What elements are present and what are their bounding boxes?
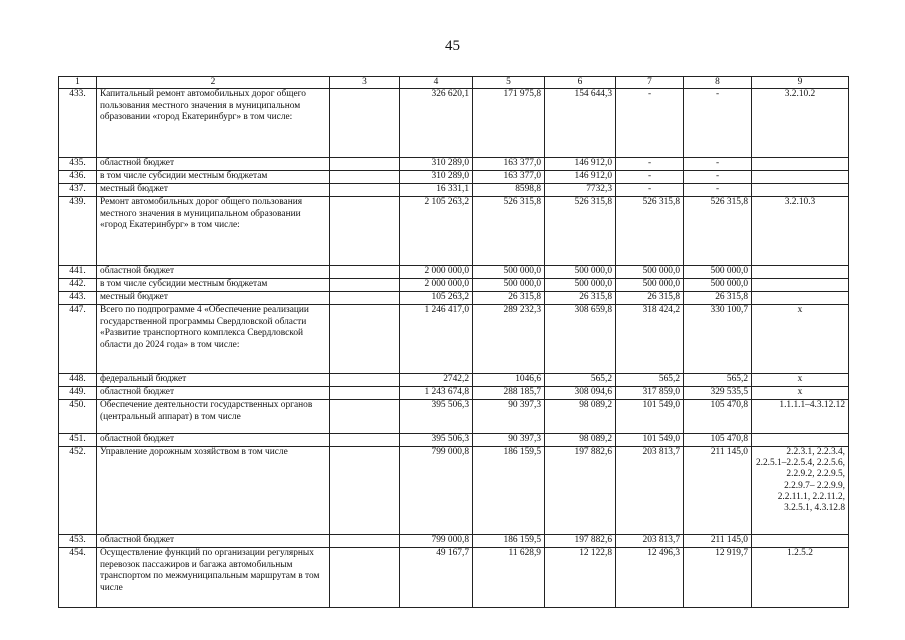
header-cell: 8 xyxy=(684,77,752,89)
row-number: 436. xyxy=(59,171,97,184)
table-row xyxy=(59,387,849,400)
cell-col3 xyxy=(330,434,400,447)
row-name: областной бюджет xyxy=(97,434,330,447)
cell-year1: 186 159,5 xyxy=(473,447,545,535)
row-name: областной бюджет xyxy=(97,387,330,400)
row-number: 452. xyxy=(59,447,97,535)
table-row xyxy=(59,184,849,197)
cell-year4: - xyxy=(684,171,752,184)
cell-total: 1 246 417,0 xyxy=(400,305,473,374)
budget-table xyxy=(58,76,849,608)
row-number: 441. xyxy=(59,266,97,279)
cell-year4: 211 145,0 xyxy=(684,535,752,548)
cell-year2: 146 912,0 xyxy=(545,158,616,171)
row-name: в том числе субсидии местным бюджетам xyxy=(97,171,330,184)
table-row xyxy=(59,266,849,279)
cell-year2: 197 882,6 xyxy=(545,535,616,548)
cell-year1: 163 377,0 xyxy=(473,171,545,184)
cell-target-ref xyxy=(752,434,849,447)
cell-col3 xyxy=(330,171,400,184)
cell-year2: 565,2 xyxy=(545,374,616,387)
row-name: областной бюджет xyxy=(97,535,330,548)
cell-total: 16 331,1 xyxy=(400,184,473,197)
cell-target-ref xyxy=(752,158,849,171)
cell-col3 xyxy=(330,535,400,548)
cell-year2: 308 094,6 xyxy=(545,387,616,400)
cell-col3 xyxy=(330,158,400,171)
cell-target-ref: 1.2.5.2 xyxy=(752,548,849,608)
cell-year3: 317 859,0 xyxy=(616,387,684,400)
row-number: 449. xyxy=(59,387,97,400)
cell-year2: 7732,3 xyxy=(545,184,616,197)
cell-year2: 98 089,2 xyxy=(545,400,616,434)
cell-year2: 500 000,0 xyxy=(545,279,616,292)
table-row xyxy=(59,279,849,292)
table-row xyxy=(59,535,849,548)
cell-year4: - xyxy=(684,158,752,171)
cell-col3 xyxy=(330,266,400,279)
row-name: областной бюджет xyxy=(97,158,330,171)
cell-col3 xyxy=(330,548,400,608)
cell-col3 xyxy=(330,279,400,292)
cell-target-ref xyxy=(752,266,849,279)
cell-target-ref: 2.2.3.1, 2.2.3.4, 2.2.5.1–2.2.5.4, 2.2.5.6, 2.2.9.2, 2.2.9.5, 2.2.9.7– 2.2.9.9, 2.2.11.1, 2.2.11.2, 3.2.5.1, 4.3.12.8 xyxy=(752,447,849,535)
cell-col3 xyxy=(330,374,400,387)
cell-year4: 500 000,0 xyxy=(684,279,752,292)
row-name: Капитальный ремонт автомобильных дорог общего пользования местного значения в муниципальном образовании «город Екатеринбург» в том числе: xyxy=(97,89,330,158)
table-row xyxy=(59,434,849,447)
cell-year3: 26 315,8 xyxy=(616,292,684,305)
header-cell: 7 xyxy=(616,77,684,89)
cell-col3 xyxy=(330,387,400,400)
cell-total: 2 000 000,0 xyxy=(400,266,473,279)
cell-year1: 26 315,8 xyxy=(473,292,545,305)
cell-total: 799 000,8 xyxy=(400,535,473,548)
cell-year4: 329 535,5 xyxy=(684,387,752,400)
cell-year2: 12 122,8 xyxy=(545,548,616,608)
header-cell: 9 xyxy=(752,77,849,89)
cell-year3: 318 424,2 xyxy=(616,305,684,374)
cell-total: 105 263,2 xyxy=(400,292,473,305)
cell-target-ref: x xyxy=(752,374,849,387)
header-row xyxy=(59,77,849,89)
cell-year2: 526 315,8 xyxy=(545,197,616,266)
row-name: Ремонт автомобильных дорог общего пользования местного значения в муниципальном образовании «город Екатеринбург» в том числе: xyxy=(97,197,330,266)
cell-target-ref: 3.2.10.3 xyxy=(752,197,849,266)
cell-year1: 289 232,3 xyxy=(473,305,545,374)
cell-year1: 500 000,0 xyxy=(473,266,545,279)
cell-year4: 526 315,8 xyxy=(684,197,752,266)
row-number: 435. xyxy=(59,158,97,171)
cell-year4: 500 000,0 xyxy=(684,266,752,279)
row-number: 448. xyxy=(59,374,97,387)
cell-target-ref xyxy=(752,171,849,184)
row-name: местный бюджет xyxy=(97,292,330,305)
cell-total: 2 000 000,0 xyxy=(400,279,473,292)
cell-year3: 565,2 xyxy=(616,374,684,387)
cell-year3: 101 549,0 xyxy=(616,400,684,434)
cell-year2: 500 000,0 xyxy=(545,266,616,279)
cell-year4: 330 100,7 xyxy=(684,305,752,374)
cell-col3 xyxy=(330,447,400,535)
row-name: в том числе субсидии местным бюджетам xyxy=(97,279,330,292)
row-name: местный бюджет xyxy=(97,184,330,197)
cell-year4: - xyxy=(684,184,752,197)
cell-year2: 308 659,8 xyxy=(545,305,616,374)
table-row xyxy=(59,374,849,387)
cell-target-ref: 3.2.10.2 xyxy=(752,89,849,158)
cell-total: 310 289,0 xyxy=(400,171,473,184)
cell-total: 799 000,8 xyxy=(400,447,473,535)
row-number: 433. xyxy=(59,89,97,158)
cell-year4: 12 919,7 xyxy=(684,548,752,608)
header-cell: 1 xyxy=(59,77,97,89)
header-cell: 5 xyxy=(473,77,545,89)
row-number: 454. xyxy=(59,548,97,608)
cell-target-ref xyxy=(752,292,849,305)
cell-target-ref xyxy=(752,184,849,197)
cell-target-ref xyxy=(752,279,849,292)
cell-total: 49 167,7 xyxy=(400,548,473,608)
cell-year3: 101 549,0 xyxy=(616,434,684,447)
cell-year1: 90 397,3 xyxy=(473,400,545,434)
table-row xyxy=(59,305,849,374)
cell-total: 2 105 263,2 xyxy=(400,197,473,266)
header-cell: 3 xyxy=(330,77,400,89)
header-cell: 6 xyxy=(545,77,616,89)
table-row xyxy=(59,548,849,608)
cell-year4: 105 470,8 xyxy=(684,400,752,434)
row-number: 442. xyxy=(59,279,97,292)
row-name: федеральный бюджет xyxy=(97,374,330,387)
cell-year3: 203 813,7 xyxy=(616,447,684,535)
row-number: 447. xyxy=(59,305,97,374)
row-number: 451. xyxy=(59,434,97,447)
cell-target-ref xyxy=(752,535,849,548)
cell-target-ref: x xyxy=(752,305,849,374)
cell-year1: 288 185,7 xyxy=(473,387,545,400)
cell-year1: 500 000,0 xyxy=(473,279,545,292)
page-number: 45 xyxy=(445,38,460,54)
table-row xyxy=(59,89,849,158)
cell-year2: 197 882,6 xyxy=(545,447,616,535)
header-cell: 4 xyxy=(400,77,473,89)
cell-year3: 500 000,0 xyxy=(616,266,684,279)
cell-total: 395 506,3 xyxy=(400,400,473,434)
cell-col3 xyxy=(330,400,400,434)
cell-year4: 211 145,0 xyxy=(684,447,752,535)
cell-year1: 90 397,3 xyxy=(473,434,545,447)
table-row xyxy=(59,292,849,305)
cell-year4: 105 470,8 xyxy=(684,434,752,447)
cell-col3 xyxy=(330,184,400,197)
cell-year1: 163 377,0 xyxy=(473,158,545,171)
header-cell: 2 xyxy=(97,77,330,89)
cell-total: 310 289,0 xyxy=(400,158,473,171)
cell-year2: 154 644,3 xyxy=(545,89,616,158)
cell-year3: - xyxy=(616,158,684,171)
table-row xyxy=(59,158,849,171)
cell-year2: 26 315,8 xyxy=(545,292,616,305)
cell-year3: 526 315,8 xyxy=(616,197,684,266)
cell-year4: 26 315,8 xyxy=(684,292,752,305)
cell-target-ref: x xyxy=(752,387,849,400)
cell-year1: 8598,8 xyxy=(473,184,545,197)
cell-year3: 500 000,0 xyxy=(616,279,684,292)
cell-year3: - xyxy=(616,171,684,184)
cell-total: 326 620,1 xyxy=(400,89,473,158)
row-number: 437. xyxy=(59,184,97,197)
row-number: 450. xyxy=(59,400,97,434)
table-row xyxy=(59,171,849,184)
cell-year4: - xyxy=(684,89,752,158)
cell-col3 xyxy=(330,292,400,305)
cell-target-ref: 1.1.1.1–4.3.12.12 xyxy=(752,400,849,434)
row-name: Всего по подпрограмме 4 «Обеспечение реализации государственной программы Свердловской области «Развитие транспортного комплекса Свердловской области до 2024 года» в том числе: xyxy=(97,305,330,374)
cell-year1: 1046,6 xyxy=(473,374,545,387)
cell-year3: 203 813,7 xyxy=(616,535,684,548)
cell-total: 1 243 674,8 xyxy=(400,387,473,400)
row-name: Управление дорожным хозяйством в том числе xyxy=(97,447,330,535)
cell-col3 xyxy=(330,89,400,158)
cell-year3: - xyxy=(616,89,684,158)
row-number: 439. xyxy=(59,197,97,266)
row-number: 443. xyxy=(59,292,97,305)
cell-year1: 171 975,8 xyxy=(473,89,545,158)
cell-year1: 526 315,8 xyxy=(473,197,545,266)
table-row xyxy=(59,447,849,535)
cell-col3 xyxy=(330,305,400,374)
row-name: областной бюджет xyxy=(97,266,330,279)
cell-year2: 98 089,2 xyxy=(545,434,616,447)
cell-year1: 186 159,5 xyxy=(473,535,545,548)
cell-year3: - xyxy=(616,184,684,197)
row-name: Обеспечение деятельности государственных органов (центральный аппарат) в том числе xyxy=(97,400,330,434)
cell-total: 395 506,3 xyxy=(400,434,473,447)
cell-year2: 146 912,0 xyxy=(545,171,616,184)
table-row xyxy=(59,400,849,434)
row-number: 453. xyxy=(59,535,97,548)
cell-year4: 565,2 xyxy=(684,374,752,387)
cell-total: 2742,2 xyxy=(400,374,473,387)
cell-col3 xyxy=(330,197,400,266)
cell-year1: 11 628,9 xyxy=(473,548,545,608)
table-row xyxy=(59,197,849,266)
row-name: Осуществление функций по организации регулярных перевозок пассажиров и багажа автомобильным транспортом по межмуниципальным маршрутам в том числе xyxy=(97,548,330,608)
cell-year3: 12 496,3 xyxy=(616,548,684,608)
